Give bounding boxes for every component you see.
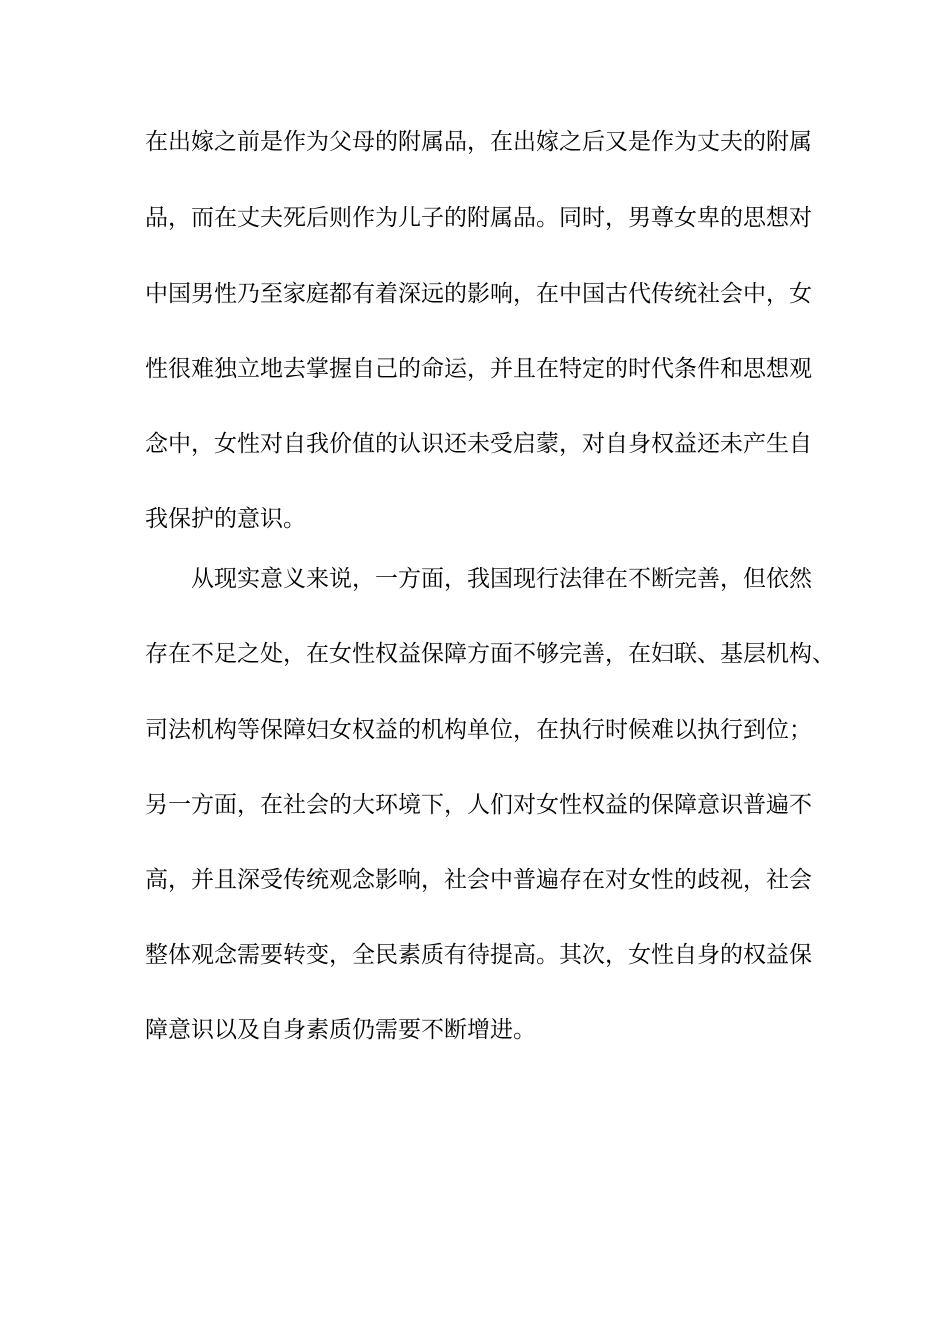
- text-line: 性很难独立地去掌握自己的命运，并且在特定的时代条件和思想观: [145, 356, 812, 382]
- text-line: 念中，女性对自我价值的认识还未受启蒙，对自身权益还未产生自: [145, 431, 812, 457]
- text-line: 品，而在丈夫死后则作为儿子的附属品。同时，男尊女卑的思想对: [145, 205, 812, 231]
- text-line: 司法机构等保障妇女权益的机构单位，在执行时候难以执行到位；: [145, 717, 812, 743]
- text-line: 中国男性乃至家庭都有着深远的影响，在中国古代传统社会中，女: [145, 281, 812, 307]
- text-line: 高，并且深受传统观念影响，社会中普遍存在对女性的歧视，社会: [145, 867, 812, 893]
- text-line: 整体观念需要转变，全民素质有待提高。其次，女性自身的权益保: [145, 942, 812, 968]
- text-line: 我保护的意识。: [145, 506, 306, 532]
- text-line: 在出嫁之前是作为父母的附属品，在出嫁之后又是作为丈夫的附属: [145, 129, 812, 155]
- text-line: 障意识以及自身素质仍需要不断增进。: [145, 1017, 536, 1043]
- text-line: 另一方面，在社会的大环境下，人们对女性权益的保障意识普遍不: [145, 792, 812, 818]
- paragraph-first-line: 从现实意义来说，一方面，我国现行法律在不断完善，但依然: [191, 566, 812, 592]
- text-line: 存在不足之处，在女性权益保障方面不够完善，在妇联、基层机构、: [145, 641, 835, 667]
